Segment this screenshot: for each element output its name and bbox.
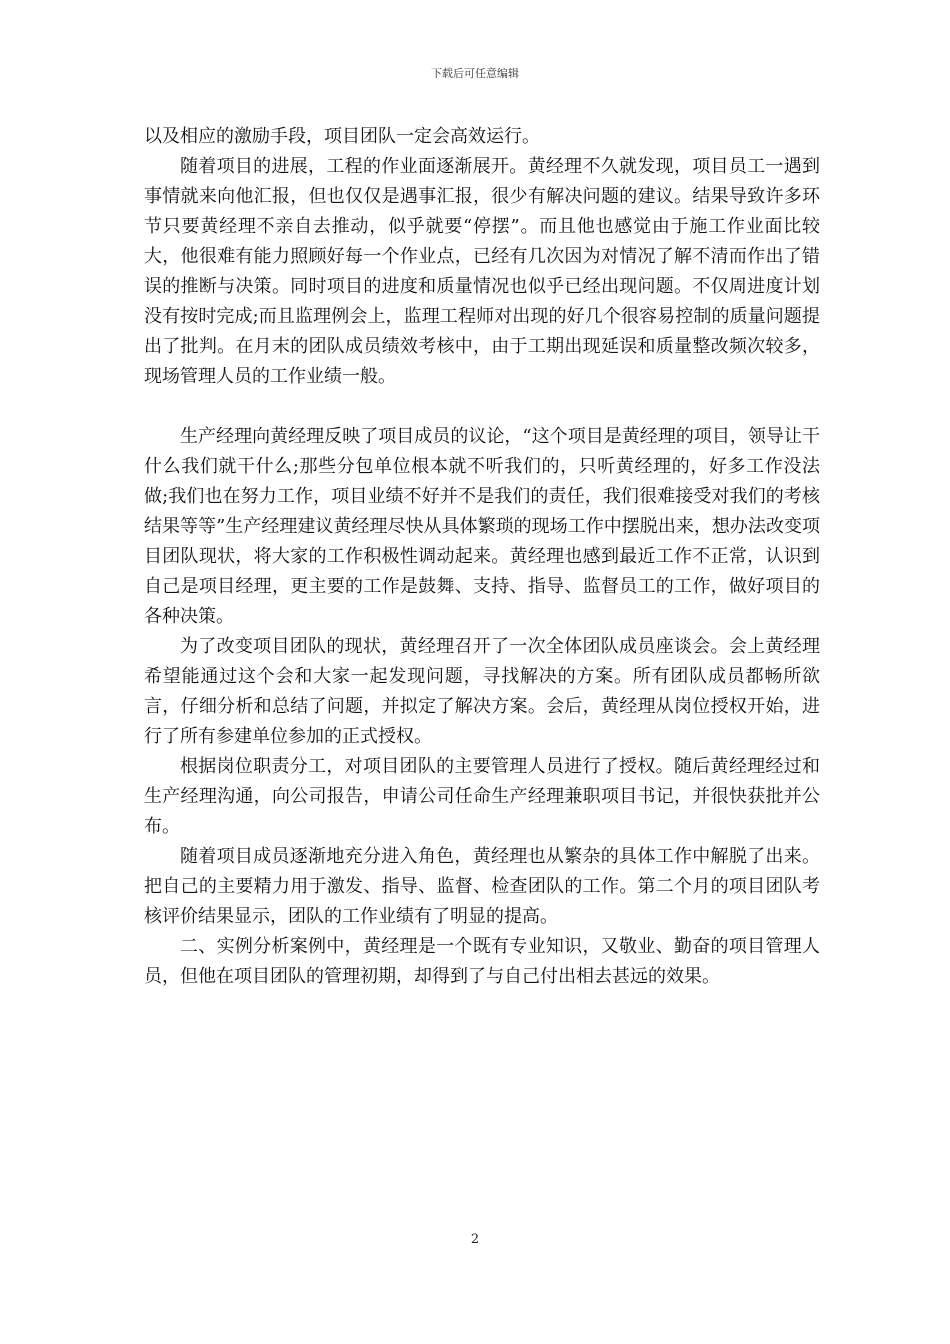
page-number: 2 — [470, 1232, 480, 1247]
page-header-note: 下载后可任意编辑 — [431, 67, 519, 80]
paragraph-3: 生产经理向黄经理反映了项目成员的议论，“这个项目是黄经理的项目，领导让干什么我们就干什么;那些分包单位根本就不听我们的，只听黄经理的，好多工作没法做;我们也在努力工作，项目业绩不好并不是我们的责任，我们很难接受对我们的考核结果等等”生产经理建议黄经理尽快从具体繁琐的现场工作中摆脱出来，想办法改变项目团队现状，将大家的工作积极性调动起来。黄经理也感到最近工作不正常，认识到自己是项目经理，更主要的工作是鼓舞、支持、指导、监督员工的工作，做好项目的各种决策。 — [144, 426, 820, 627]
paragraph-6: 随着项目成员逐渐地充分进入角色，黄经理也从繁杂的具体工作中解脱了出来。把自己的主要精力用于激发、指导、监督、检查团队的工作。第二个月的项目团队考核评价结果显示，团队的工作业绩有了明显的提高。 — [144, 846, 820, 927]
paragraph-5: 根据岗位职责分工，对项目团队的主要管理人员进行了授权。随后黄经理经过和生产经理沟通，向公司报告，申请公司任命生产经理兼职项目书记，并很快获批并公布。 — [144, 756, 820, 837]
paragraph-gap — [144, 392, 820, 422]
paragraph-1: 以及相应的激励手段，项目团队一定会高效运行。 — [144, 126, 540, 147]
paragraph-7: 二、实例分析案例中，黄经理是一个既有专业知识，又敬业、勤奋的项目管理人员，但他在项目团队的管理初期，却得到了与自己付出相去甚远的效果。 — [144, 936, 820, 987]
document-body — [144, 122, 820, 992]
paragraph-2: 随着项目的进展，工程的作业面逐渐展开。黄经理不久就发现，项目员工一遇到事情就来向他汇报，但也仅仅是遇事汇报，很少有解决问题的建议。结果导致许多环节只要黄经理不亲自去推动，似乎就要“停摆”。而且他也感觉由于施工作业面比较大，他很难有能力照顾好每一个作业点，已经有几次因为对情况了解不清而作出了错误的推断与决策。同时项目的进度和质量情况也似乎已经出现问题。不仅周进度计划没有按时完成;而且监理例会上，监理工程师对出现的好几个很容易控制的质量问题提出了批判。在月末的团队成员绩效考核中，由于工期出现延误和质量整改频次较多，现场管理人员的工作业绩一般。 — [144, 156, 820, 387]
paragraph-4: 为了改变项目团队的现状，黄经理召开了一次全体团队成员座谈会。会上黄经理希望能通过这个会和大家一起发现问题，寻找解决的方案。所有团队成员都畅所欲言，仔细分析和总结了问题，并拟定了解决方案。会后，黄经理从岗位授权开始，进行了所有参建单位参加的正式授权。 — [144, 636, 820, 747]
